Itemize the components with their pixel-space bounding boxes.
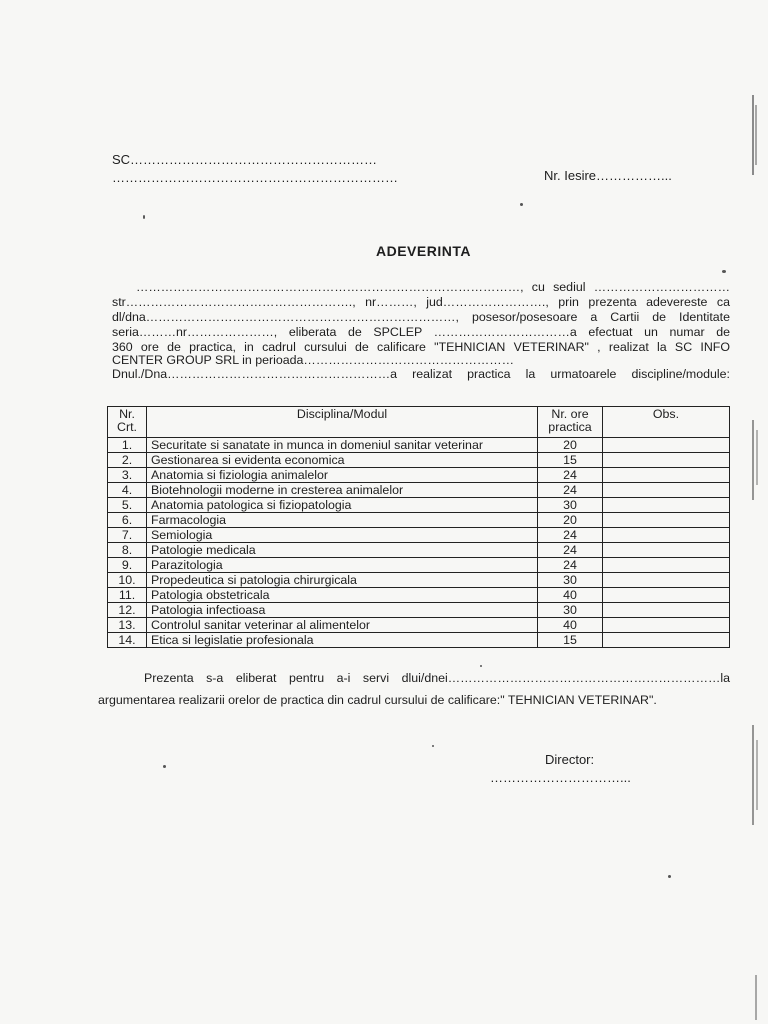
row-ore: 20 (538, 438, 603, 453)
nr-iesire: Nr. Iesire……………... (544, 168, 672, 183)
table-row (108, 513, 730, 528)
director-signature-line: …………………………... (490, 770, 631, 785)
row-ore: 30 (538, 498, 603, 513)
scan-speck (143, 215, 145, 219)
table-row (108, 468, 730, 483)
row-nr: 7. (108, 528, 147, 543)
row-obs (603, 468, 730, 483)
paragraph-line-3: dl/dna…………………………………………………………………, posesor/posesoare a Cartii de Identitate (112, 310, 730, 324)
scan-edge-mark (755, 105, 757, 165)
row-disciplina: Propedeutica si patologia chirurgicala (147, 573, 538, 588)
row-nr: 10. (108, 573, 147, 588)
row-disciplina: Securitate si sanatate in munca in domeniul sanitar veterinar (147, 438, 538, 453)
scan-edge-mark (755, 975, 757, 1020)
row-ore: 15 (538, 633, 603, 648)
row-obs (603, 453, 730, 468)
row-obs (603, 543, 730, 558)
row-disciplina: Anatomia patologica si fiziopatologia (147, 498, 538, 513)
row-nr: 8. (108, 543, 147, 558)
scan-speck (520, 203, 523, 206)
row-ore: 24 (538, 468, 603, 483)
scan-edge-mark (756, 430, 758, 485)
header-nr-crt (108, 407, 147, 438)
row-ore: 40 (538, 618, 603, 633)
row-nr: 3. (108, 468, 147, 483)
table-row (108, 498, 730, 513)
header-nr-line1: Nr. (119, 407, 135, 421)
scan-speck (163, 765, 166, 768)
table-header-row (108, 407, 730, 438)
row-obs (603, 603, 730, 618)
scan-edge-mark (752, 420, 754, 500)
header-nr-line2: Crt. (117, 420, 137, 434)
closing-line-2: argumentarea realizarii orelor de practica din cadrul cursului de calificare:" TEHNICIAN VETERINAR". (98, 693, 657, 707)
row-nr: 4. (108, 483, 147, 498)
table-row (108, 558, 730, 573)
row-obs (603, 528, 730, 543)
table-row (108, 573, 730, 588)
row-disciplina: Anatomia si fiziologia animalelor (147, 468, 538, 483)
row-ore: 24 (538, 483, 603, 498)
paragraph-line-6: CENTER GROUP SRL in perioada…………………………………………… (112, 353, 515, 367)
row-obs (603, 573, 730, 588)
table-row (108, 588, 730, 603)
header-nr-ore (538, 407, 603, 438)
row-ore: 30 (538, 573, 603, 588)
row-ore: 24 (538, 558, 603, 573)
scan-speck (722, 270, 726, 273)
row-obs (603, 588, 730, 603)
header-disciplina: Disciplina/Modul (147, 407, 538, 438)
row-obs (603, 483, 730, 498)
row-obs (603, 618, 730, 633)
row-disciplina: Patologia infectioasa (147, 603, 538, 618)
table-body (108, 438, 730, 648)
row-nr: 6. (108, 513, 147, 528)
table-row (108, 603, 730, 618)
row-obs (603, 438, 730, 453)
table-row (108, 453, 730, 468)
scan-edge-mark (756, 740, 758, 810)
row-nr: 14. (108, 633, 147, 648)
row-disciplina: Patologie medicala (147, 543, 538, 558)
scan-speck (432, 745, 434, 747)
sc-line: SC………………………………………………… (112, 152, 378, 167)
row-ore: 24 (538, 528, 603, 543)
row-disciplina: Controlul sanitar veterinar al alimentelor (147, 618, 538, 633)
director-label: Director: (545, 752, 595, 767)
row-nr: 13. (108, 618, 147, 633)
row-disciplina: Semiologia (147, 528, 538, 543)
header-ore-line1: Nr. ore (551, 407, 589, 421)
paragraph-line-7: Dnul./Dna………………………………………………a realizat practica la urmatoarele discipline/module: (112, 367, 730, 381)
row-ore: 20 (538, 513, 603, 528)
row-obs (603, 633, 730, 648)
row-disciplina: Gestionarea si evidenta economica (147, 453, 538, 468)
header-ore-line2: practica (548, 420, 592, 434)
closing-line-1: Prezenta s-a eliberat pentru a-i servi dlui/dnei…………………………………………………………la (144, 671, 730, 685)
row-ore: 24 (538, 543, 603, 558)
row-obs (603, 513, 730, 528)
row-nr: 12. (108, 603, 147, 618)
sc-line-2: ………………………………………………………… (112, 170, 398, 185)
table-row (108, 633, 730, 648)
paragraph-line-5: 360 ore de practica, in cadrul cursului de calificare "TEHNICIAN VETERINAR" , realizat la SC INFO (112, 340, 730, 354)
row-nr: 5. (108, 498, 147, 513)
table-row (108, 543, 730, 558)
scan-speck (480, 665, 482, 667)
disciplines-table (107, 406, 730, 648)
document-title: ADEVERINTA (376, 243, 471, 259)
row-ore: 30 (538, 603, 603, 618)
scan-speck (668, 875, 671, 878)
table-row (108, 528, 730, 543)
table-row (108, 438, 730, 453)
row-disciplina: Etica si legislatie profesionala (147, 633, 538, 648)
row-nr: 2. (108, 453, 147, 468)
row-ore: 40 (538, 588, 603, 603)
row-disciplina: Biotehnologii moderne in cresterea animalelor (147, 483, 538, 498)
scan-edge-mark (752, 725, 754, 825)
row-nr: 9. (108, 558, 147, 573)
row-obs (603, 558, 730, 573)
scan-edge-mark (752, 95, 754, 175)
header-obs: Obs. (603, 407, 730, 438)
row-nr: 11. (108, 588, 147, 603)
row-disciplina: Farmacologia (147, 513, 538, 528)
table-row (108, 618, 730, 633)
row-ore: 15 (538, 453, 603, 468)
paragraph-line-1: …………………………………………………………………………………, cu sediul …………………………… (136, 280, 730, 294)
paragraph-line-2: str………………………………………………., nr………, jud……………………., prin prezenta adevereste ca (112, 295, 730, 309)
paragraph-line-4: seria………nr…………………, eliberata de SPCLEP ……………………………a efectuat un numar de (112, 325, 730, 339)
row-disciplina: Patologia obstetricala (147, 588, 538, 603)
row-disciplina: Parazitologia (147, 558, 538, 573)
row-nr: 1. (108, 438, 147, 453)
row-obs (603, 498, 730, 513)
table-row (108, 483, 730, 498)
